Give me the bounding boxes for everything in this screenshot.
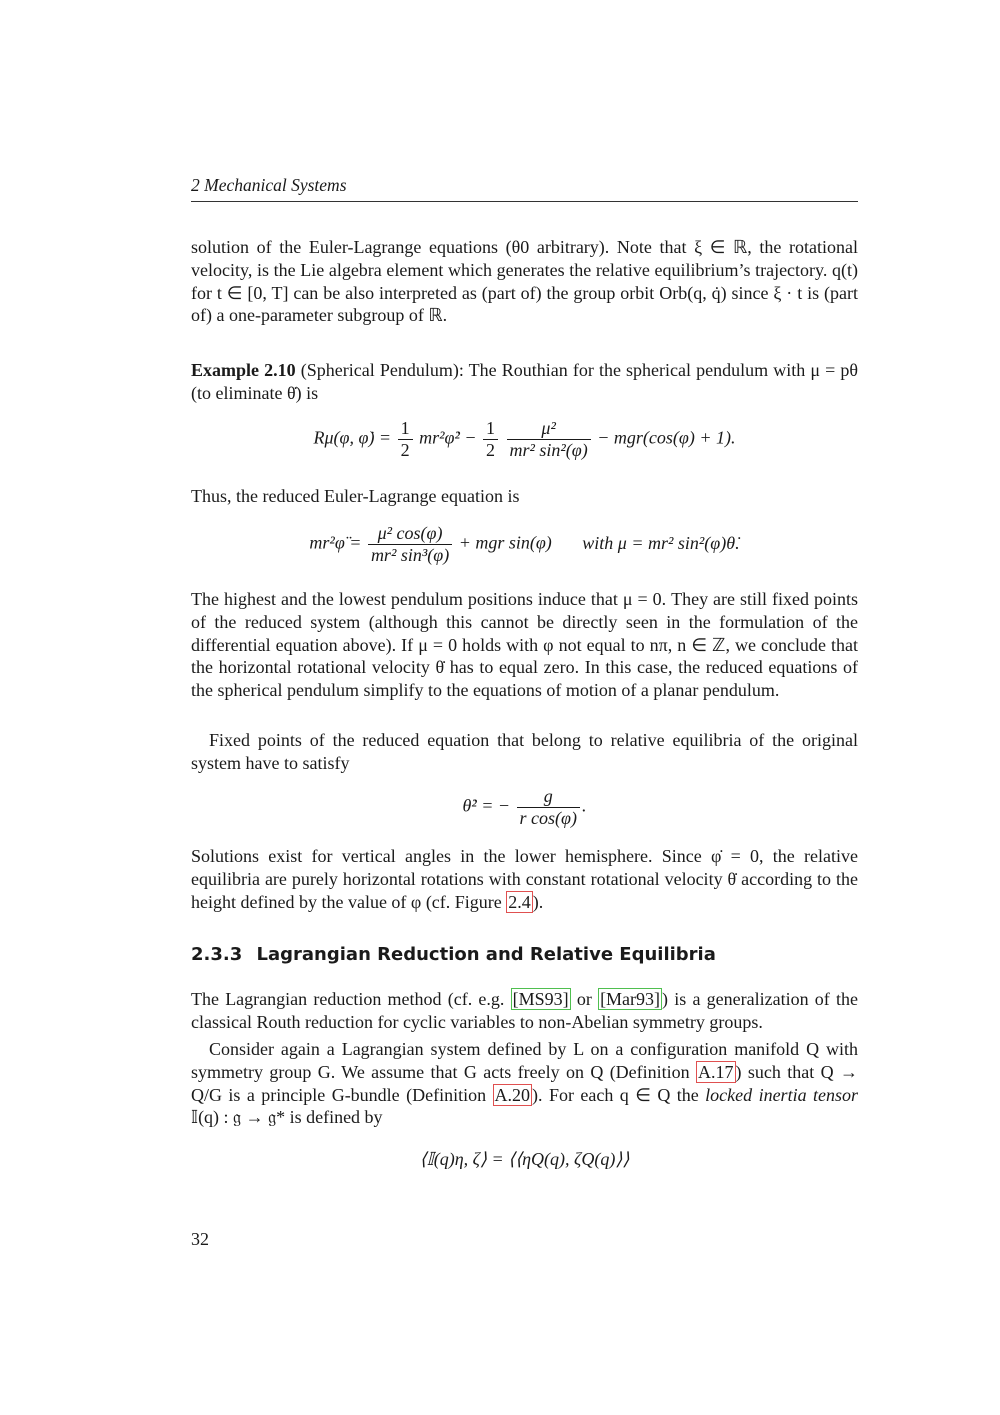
example-paragraph xyxy=(191,359,858,405)
eq1-term-1: mr²φ̇² − xyxy=(419,427,477,448)
equation-reduced-el xyxy=(191,523,858,566)
running-head: 2 Mechanical Systems xyxy=(191,175,347,195)
equation-routhian xyxy=(191,418,858,461)
eq1-frac-1: $\frac{1}{2}$ xyxy=(398,418,413,461)
definition-link-a17[interactable]: A.17 xyxy=(698,1061,734,1082)
emphasis-locked-inertia: locked inertia tensor xyxy=(705,1084,858,1105)
paragraph-4: Fixed points of the reduced equation that belong to relative equilibria of the original system have to satisfy xyxy=(191,730,858,773)
eq2-lhs: mr²φ̈ = xyxy=(309,532,362,553)
eq3-lhs: θ̇² = − xyxy=(462,795,511,816)
section-title: Lagrangian Reduction and Relative Equilibria xyxy=(256,944,716,965)
eq1-term-2: − mgr(cos(φ) + 1). xyxy=(597,427,736,448)
equation-locked-inertia: ⟨𝕀(q)η, ζ⟩ = ⟨⟨ηQ(q), ζQ(q)⟩⟩ xyxy=(419,1149,630,1169)
eq2-term: + mgr sin(φ) xyxy=(458,532,552,553)
section-number: 2.3.3 xyxy=(191,944,243,965)
eq1-frac-2: $\frac{1}{2}$ xyxy=(483,418,498,461)
eq2-with: with μ = mr² sin²(φ)θ̇. xyxy=(582,532,740,553)
paragraph-3: The highest and the lowest pendulum positions induce that μ = 0. They are still fixed points of the reduced system (although this cannot be directly seen in the formulation of the differential equation above). If μ = 0 holds with φ not equal to nπ, n ∈ ℤ, we conclude that the horizontal rotational velocity θ̇ has to equal zero. In this case, the reduced equations of the spherical pendulum simplify to the equations of motion of a planar pendulum. xyxy=(191,589,858,701)
paragraph-5: Solutions exist for vertical angles in the lower hemisphere. Since φ̇ = 0, the relative equilibria are purely horizontal rotations with constant rotational velocity θ̇ according to the height defined by the value of φ (cf. Figure 2.4 ). xyxy=(191,846,858,912)
eq1-frac-3: $\frac{\text{μ²}}{\text{mr² sin²(φ)}}$ xyxy=(507,418,591,461)
example-text: The Routhian for the spherical pendulum with μ = pθ (to eliminate θ̇) is xyxy=(191,360,859,403)
paragraph-7: Consider again a Lagrangian system defined by L on a configuration manifold Q with symmetry group G. We assume that G acts freely on Q (Definition A.17 ) such that Q → Q/G is a principle G-bundle (Definition A.20 ). For each q ∈ Q the locked inertia tensor 𝕀(q) : 𝔤 → 𝔤* is defined by xyxy=(191,1039,859,1128)
header-rule xyxy=(191,201,858,202)
example-label: Example 2.10 xyxy=(191,360,296,380)
eq1-lhs: Rμ(φ, φ̇) = xyxy=(313,427,392,448)
definition-link-a20[interactable]: A.20 xyxy=(494,1084,531,1105)
eq3-frac: $\frac{g}{\text{r cos(φ)}}$ xyxy=(517,786,580,829)
paragraph-6: The Lagrangian reduction method (cf. e.g. [MS93] or [Mar93] ) is a generalization of the classical Routh reduction for cyclic variables to non-Abelian symmetry groups. xyxy=(191,989,859,1032)
citation-link-mar93[interactable]: [Mar93] xyxy=(600,989,661,1009)
paragraph-2: Thus, the reduced Euler-Lagrange equation is xyxy=(191,486,520,506)
paragraph-1: solution of the Euler-Lagrange equations (θ0 arbitrary). Note that ξ ∈ ℝ, the rotational velocity, is the Lie algebra element which generates the relative equilibrium’s trajectory. q(t) for t ∈ [0, T] can be also interpreted as (part of) the group orbit Orb(q, q̇) since ξ · t is (part of) a one-parameter subgroup of ℝ. xyxy=(191,237,858,326)
page-number: 32 xyxy=(191,1229,209,1249)
citation-link-ms93[interactable]: [MS93] xyxy=(512,989,569,1009)
eq3-end: . xyxy=(581,795,587,816)
eq2-frac: $\frac{\text{μ² cos(φ)}}{\text{mr² sin³(φ)}}$ xyxy=(368,523,452,566)
example-title: (Spherical Pendulum): xyxy=(300,360,464,380)
equation-fixed-points xyxy=(191,786,858,829)
figure-link[interactable]: 2.4 xyxy=(508,891,531,912)
section-heading xyxy=(191,944,716,965)
